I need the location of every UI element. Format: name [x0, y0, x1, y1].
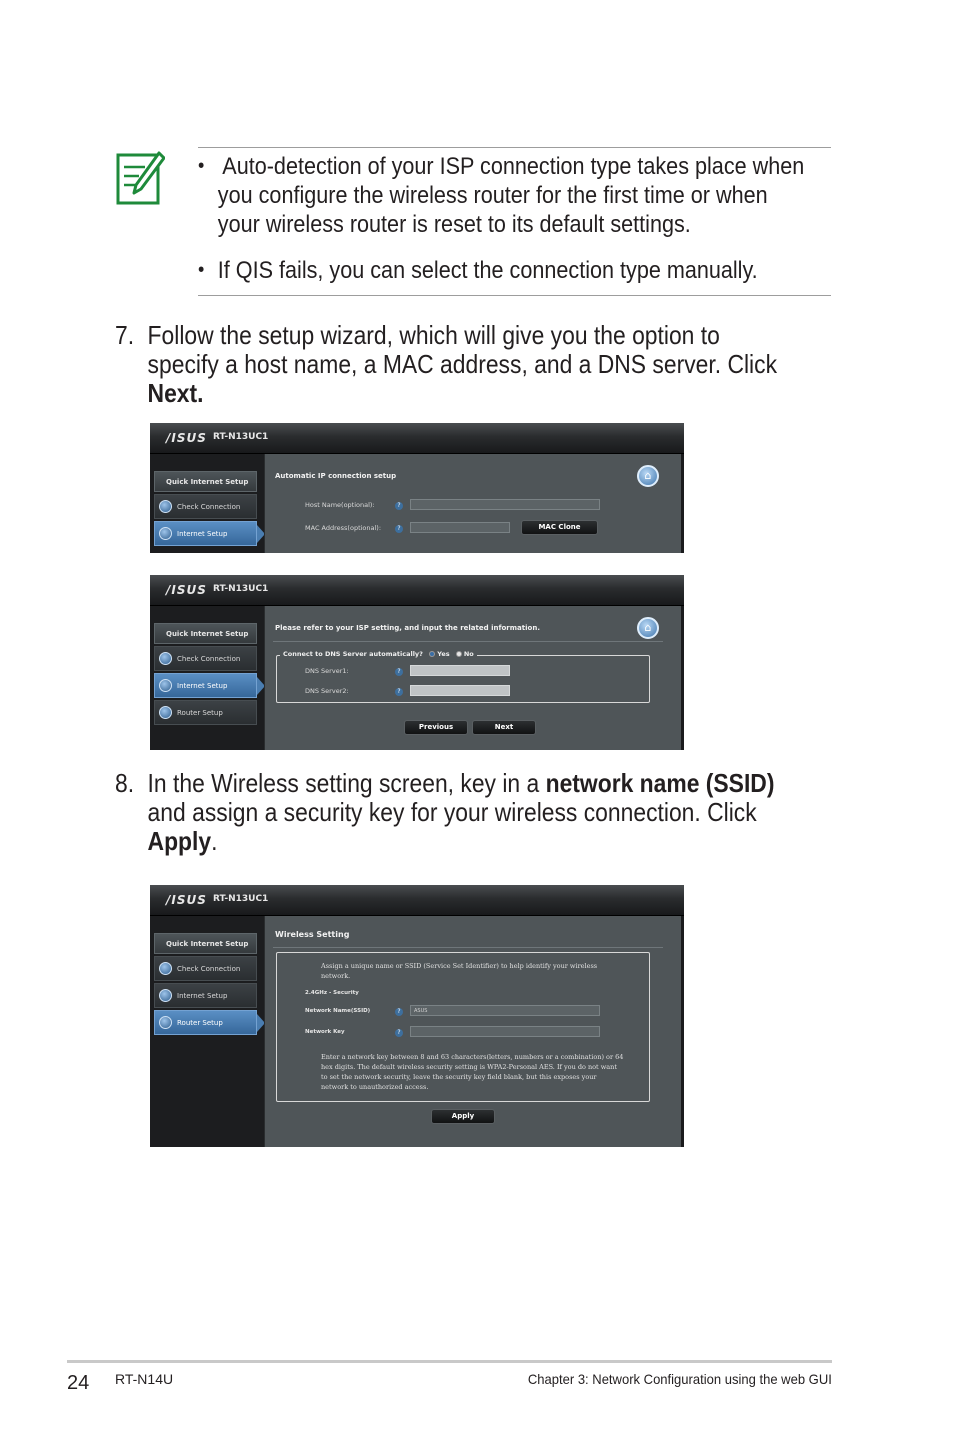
sidebar-header: Quick Internet Setup [154, 471, 257, 492]
dns-server2-label: DNS Server2: [305, 687, 349, 695]
step-circle-icon [159, 500, 172, 513]
step-line: Follow the setup wizard, which will give you the option to [147, 320, 720, 350]
note-pencil-icon [115, 151, 165, 207]
footer-model: RT-N14U [115, 1371, 174, 1387]
panel-title: Wireless Setting [275, 930, 350, 939]
asus-logo: /ISUS [166, 893, 207, 907]
sidebar-item-check-connection[interactable]: Check Connection [154, 956, 257, 981]
band-security-label: 2.4GHz - Security [305, 990, 359, 996]
dns-server1-label: DNS Server1: [305, 667, 349, 675]
step-circle-icon [159, 962, 172, 975]
note-bullet-1-line: Auto-detection of your ISP connection type takes place when [222, 153, 805, 180]
home-icon[interactable]: ⌂ [637, 465, 659, 487]
help-icon[interactable]: ? [395, 1008, 403, 1016]
step-number: 8. [115, 768, 135, 798]
router-header-bar [150, 885, 684, 916]
dns-server2-input[interactable] [410, 685, 510, 696]
footer-chapter-title: Chapter 3: Network Configuration using the web GUI [528, 1371, 832, 1387]
panel-title: Please refer to your ISP setting, and input the related information. [275, 624, 540, 632]
step-line: In the Wireless setting screen, key in a [147, 768, 546, 798]
step-bold: network name (SSID) [545, 768, 775, 798]
sidebar-item-router-setup[interactable]: Router Setup [154, 1010, 257, 1035]
note-top-rule [198, 147, 831, 148]
router-sidebar [150, 454, 264, 553]
dns-server1-input[interactable] [410, 665, 510, 676]
network-key-input[interactable] [410, 1026, 600, 1037]
sidebar-item-check-connection[interactable]: Check Connection [154, 494, 257, 519]
ssid-label: Network Name(SSID) [305, 1008, 371, 1014]
router-content-panel [264, 606, 681, 750]
apply-button[interactable]: Apply [431, 1109, 495, 1124]
router-model: RT-N13UC1 [213, 584, 269, 594]
router-header-bar [150, 575, 684, 606]
help-icon[interactable]: ? [395, 668, 403, 676]
step-bold: Next. [147, 378, 204, 408]
router-screenshot-dns [150, 575, 684, 750]
note-bullet-2-line: If QIS fails, you can select the connection type manually. [217, 257, 758, 284]
step-circle-icon [159, 527, 172, 540]
host-name-input[interactable] [410, 499, 600, 510]
router-sidebar [150, 606, 264, 750]
sidebar-item-internet-setup[interactable]: Internet Setup [154, 521, 257, 546]
router-content-panel [264, 916, 681, 1147]
step-circle-icon [159, 1016, 172, 1029]
dns-auto-legend: Connect to DNS Server automatically? Yes No [280, 650, 477, 658]
previous-button[interactable]: Previous [404, 720, 468, 735]
panel-title: Automatic IP connection setup [275, 472, 397, 480]
network-key-label: Network Key [305, 1029, 345, 1035]
dns-auto-yes-radio[interactable] [429, 651, 435, 657]
step-bold: Apply [147, 826, 212, 856]
router-model: RT-N13UC1 [213, 894, 269, 904]
asus-logo: /ISUS [166, 431, 207, 445]
host-name-label: Host Name(optional): [305, 501, 375, 509]
note-bullet-1-line: your wireless router is reset to its default settings. [217, 211, 691, 238]
dns-auto-no-label: No [463, 650, 474, 658]
step-line: specify a host name, a MAC address, and a DNS server. Click [147, 349, 778, 379]
sidebar-item-check-connection[interactable]: Check Connection [154, 646, 257, 671]
ssid-intro-text: Assign a unique name or SSID (Service Set Identifier) to help identify your wireless network. [321, 962, 598, 980]
sidebar-item-internet-setup[interactable]: Internet Setup [154, 673, 257, 698]
step-circle-icon [159, 652, 172, 665]
mac-address-input[interactable] [410, 522, 510, 533]
help-icon[interactable]: ? [395, 688, 403, 696]
home-icon[interactable]: ⌂ [637, 617, 659, 639]
sidebar-item-router-setup[interactable]: Router Setup [154, 700, 257, 725]
panel-divider [273, 947, 663, 948]
router-header-bar [150, 423, 684, 454]
next-button[interactable]: Next [472, 720, 536, 735]
router-screenshot-wireless [150, 885, 684, 1147]
dns-auto-no-radio[interactable] [456, 651, 462, 657]
step-circle-icon [159, 706, 172, 719]
sidebar-item-internet-setup[interactable]: Internet Setup [154, 983, 257, 1008]
help-icon[interactable]: ? [395, 502, 403, 510]
ssid-input[interactable]: ASUS [410, 1005, 600, 1016]
router-screenshot-host-mac [150, 423, 684, 553]
mac-clone-button[interactable]: MAC Clone [521, 520, 598, 535]
router-content-panel [264, 454, 681, 553]
step-line: and assign a security key for your wireless connection. Click [147, 797, 757, 827]
asus-logo: /ISUS [166, 583, 207, 597]
footer-rule [67, 1360, 832, 1363]
network-key-info-text: Enter a network key between 8 and 63 characters(letters, numbers or a combination) or 64 hex digits. The default wireless security setting is WPA2-Personal AES. If you do not want to set the network security, leave the security key field blank, but this exposes your network to unauthorized access. [321, 1053, 624, 1091]
help-icon[interactable]: ? [395, 1029, 403, 1037]
page-number: 24 [67, 1372, 90, 1394]
step-circle-icon [159, 989, 172, 1002]
sidebar-header: Quick Internet Setup [154, 623, 257, 644]
panel-divider [273, 641, 663, 642]
note-bottom-rule [198, 295, 831, 296]
mac-address-label: MAC Address(optional): [305, 524, 382, 532]
router-model: RT-N13UC1 [213, 432, 269, 442]
step-circle-icon [159, 679, 172, 692]
router-sidebar [150, 916, 264, 1147]
step-number: 7. [115, 320, 135, 350]
sidebar-header: Quick Internet Setup [154, 933, 257, 954]
help-icon[interactable]: ? [395, 525, 403, 533]
note-bullet-1-line: you configure the wireless router for the first time or when [217, 182, 768, 209]
dns-auto-yes-label: Yes [437, 650, 450, 658]
